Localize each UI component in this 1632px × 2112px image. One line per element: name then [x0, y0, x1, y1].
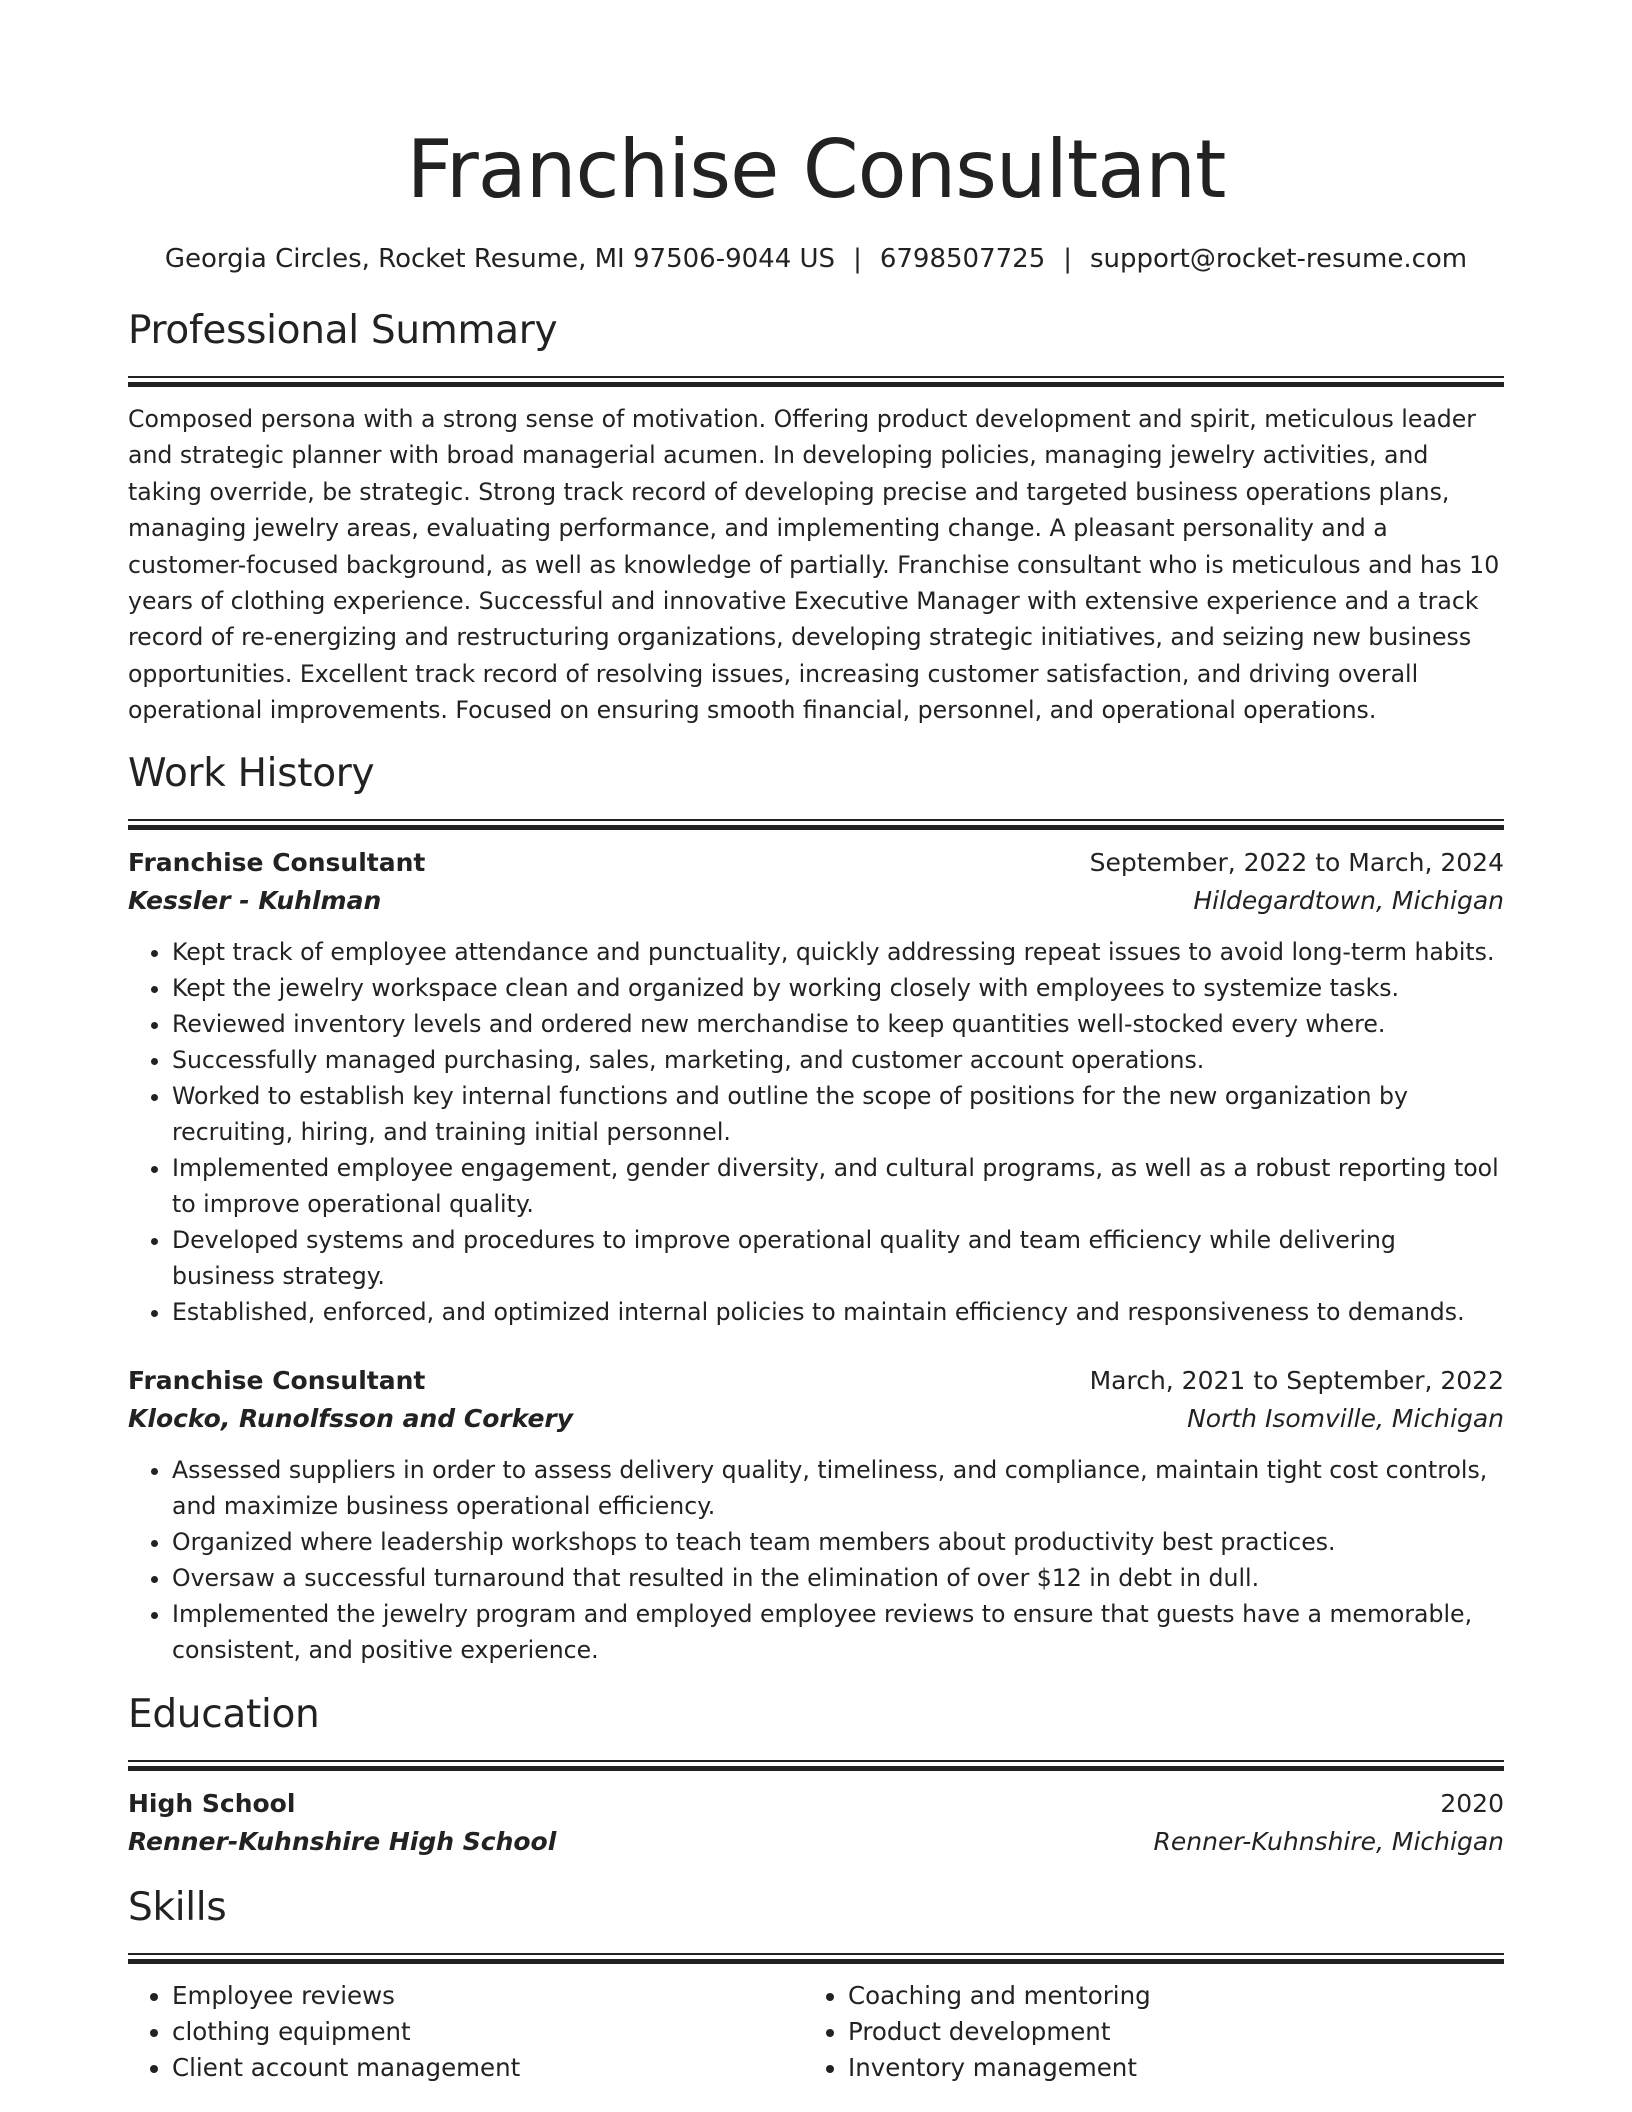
job-bullet: • Assessed suppliers in order to assess delivery quality, timeliness, and compliance, maintain tight cost controls, and maximize business operational efficiency. — [172, 1452, 1504, 1524]
job-bullet: • Implemented the jewelry program and employed employee reviews to ensure that guests have a memorable, consistent, and positive experience. — [172, 1596, 1504, 1668]
resume-page — [128, 0, 1504, 2086]
skill-item: • Product development — [848, 2014, 1480, 2050]
job-bullet: • Successfully managed purchasing, sales, marketing, and customer account operations. — [172, 1042, 1504, 1078]
education-subheader — [128, 1823, 1504, 1861]
job-location: Hildegardtown, Michigan — [1193, 885, 1504, 915]
job-bullets — [128, 1452, 1504, 1668]
skills-column-right — [804, 1978, 1480, 2086]
education-section — [128, 1690, 1504, 1861]
summary-section — [128, 306, 1504, 729]
education-degree: High School — [128, 1788, 296, 1818]
skill-item: • clothing equipment — [172, 2014, 804, 2050]
job-bullet: • Established, enforced, and optimized internal policies to maintain efficiency and responsiveness to demands. — [172, 1294, 1504, 1330]
job-header — [128, 844, 1504, 882]
job-bullet: • Developed systems and procedures to improve operational quality and team efficiency while delivering business strategy. — [172, 1222, 1504, 1294]
job-header — [128, 1362, 1504, 1400]
section-title-work-history: Work History — [128, 750, 375, 796]
job-company: Klocko, Runolfsson and Corkery — [128, 1403, 574, 1433]
job-entry — [128, 1362, 1504, 1668]
education-location: Renner-Kuhnshire, Michigan — [1153, 1826, 1504, 1856]
education-school: Renner-Kuhnshire High School — [128, 1826, 557, 1856]
job-bullet: • Implemented employee engagement, gender diversity, and cultural programs, as well as a robust reporting tool to improve operational quality. — [172, 1150, 1504, 1222]
section-divider — [128, 376, 1504, 387]
section-divider — [128, 819, 1504, 830]
education-header — [128, 1785, 1504, 1823]
section-divider — [128, 1953, 1504, 1964]
skills-column-left — [128, 1978, 804, 2086]
contact-line — [128, 242, 1504, 276]
job-bullet: • Reviewed inventory levels and ordered new merchandise to keep quantities well-stocked every where. — [172, 1006, 1504, 1042]
job-company: Kessler - Kuhlman — [128, 885, 382, 915]
skills-list — [128, 1978, 1504, 2086]
job-dates: September, 2022 to March, 2024 — [1089, 847, 1504, 877]
job-bullet: • Worked to establish key internal functions and outline the scope of positions for the new organization by recruiting, hiring, and training initial personnel. — [172, 1078, 1504, 1150]
work-history-section — [128, 749, 1504, 1668]
job-bullet: • Kept the jewelry workspace clean and organized by working closely with employees to systemize tasks. — [172, 970, 1504, 1006]
job-subheader — [128, 882, 1504, 920]
education-year: 2020 — [1440, 1788, 1504, 1818]
job-bullet: • Kept track of employee attendance and punctuality, quickly addressing repeat issues to avoid long-term habits. — [172, 934, 1504, 970]
job-location: North Isomville, Michigan — [1187, 1403, 1504, 1433]
job-title: Franchise Consultant — [128, 847, 426, 877]
job-title: Franchise Consultant — [128, 1365, 426, 1395]
job-entry — [128, 844, 1504, 1330]
job-bullet: • Oversaw a successful turnaround that resulted in the elimination of over $12 in debt in dull. — [172, 1560, 1504, 1596]
contact-email: support@rocket-resume.com — [1090, 244, 1468, 274]
section-title-summary: Professional Summary — [128, 308, 558, 353]
contact-phone: 6798507725 — [879, 244, 1046, 274]
skills-section — [128, 1883, 1504, 2086]
job-subheader — [128, 1400, 1504, 1438]
skill-item: • Coaching and mentoring — [848, 1978, 1480, 2014]
skill-item: • Inventory management — [848, 2050, 1480, 2086]
skill-item: • Employee reviews — [172, 1978, 804, 2014]
section-title-skills: Skills — [128, 1884, 227, 1930]
section-divider — [128, 1760, 1504, 1771]
job-bullet: • Organized where leadership workshops to teach team members about productivity best practices. — [172, 1524, 1504, 1560]
contact-address: Georgia Circles, Rocket Resume, MI 97506-9044 US — [164, 244, 836, 274]
education-entry — [128, 1785, 1504, 1861]
contact-separator: | — [853, 244, 862, 274]
resume-name: Franchise Consultant — [406, 123, 1226, 216]
section-title-education: Education — [128, 1691, 320, 1737]
job-bullets — [128, 934, 1504, 1330]
summary-text: Composed persona with a strong sense of motivation. Offering product development and spirit, meticulous leader and strategic planner with broad managerial acumen. In developing policies, managing jewelry activities, and taking override, be strategic. Strong track record of developing precise and targeted business operations plans, managing jewelry areas, evaluating performance, and implementing change. A pleasant personality and a customer-focused background, as well as knowledge of partially. Franchise consultant who is meticulous and has 10 years of clothing experience. Successful and innovative Executive Manager with extensive experience and a track record of re-energizing and restructuring organizations, developing strategic initiatives, and seizing new business opportunities. Excellent track record of resolving issues, increasing customer satisfaction, and driving overall operational improvements. Focused on ensuring smooth financial, personnel, and operational operations. — [128, 405, 1500, 725]
job-dates: March, 2021 to September, 2022 — [1089, 1365, 1504, 1395]
contact-separator: | — [1063, 244, 1073, 274]
skill-item: • Client account management — [172, 2050, 804, 2086]
